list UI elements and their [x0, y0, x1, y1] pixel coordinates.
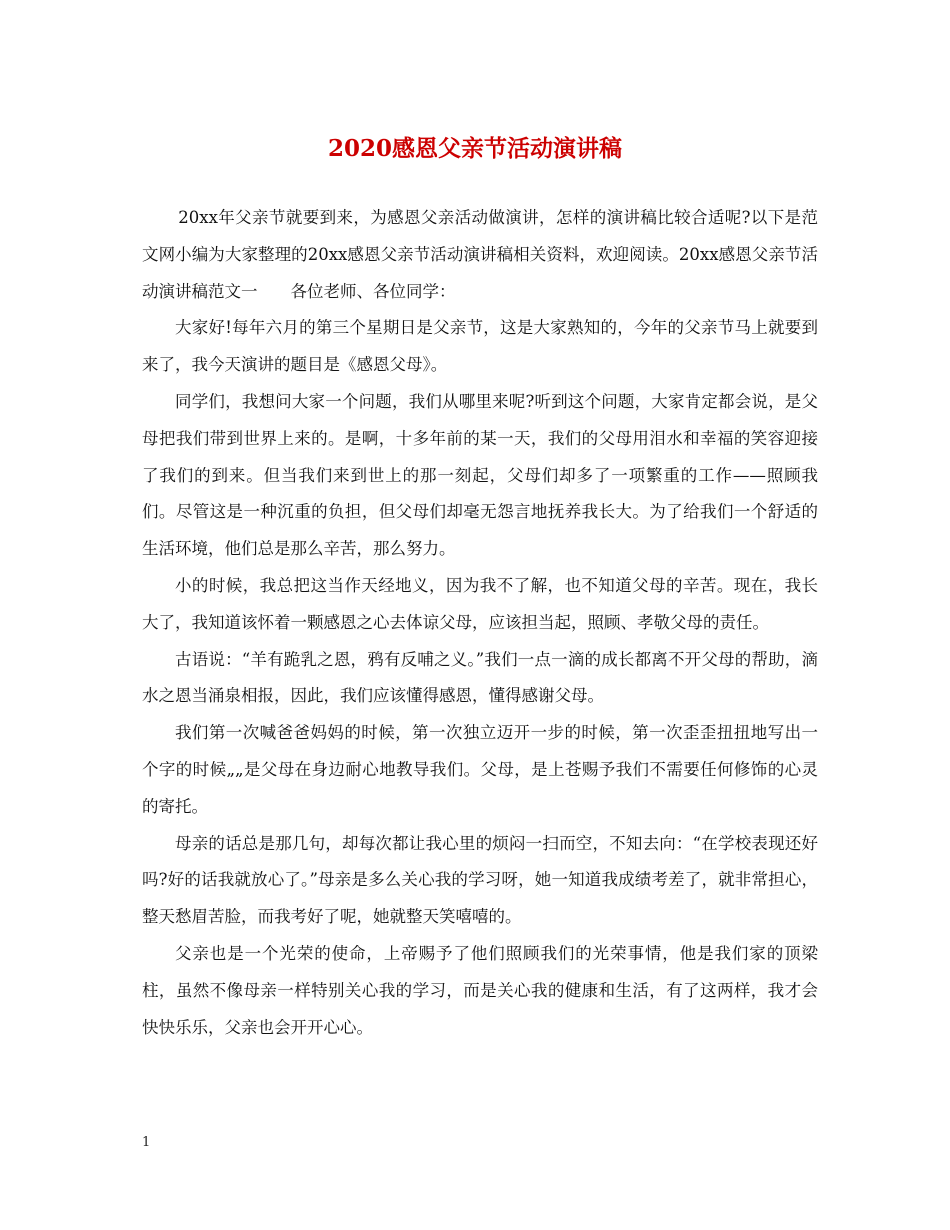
paragraph-father: 父亲也是一个光荣的使命，上帝赐予了他们照顾我们的光荣事情，他是我们家的顶梁柱，虽然不像母亲一样特别关心我的学习，而是关心我的健康和生活，有了这两样，我才会快快乐乐，父亲也会开开心心。 — [142, 943, 818, 1037]
document-title: 2020感恩父亲节活动演讲稿 — [327, 135, 622, 162]
paragraph-greeting: 大家好!每年六月的第三个星期日是父亲节，这是大家熟知的，今年的父亲节马上就要到来了，我今天演讲的题目是《感恩父母》。 — [142, 318, 818, 375]
page-number: 1 — [142, 1135, 151, 1150]
document-body — [142, 200, 818, 1046]
paragraph-proverb: 古语说：“羊有跪乳之恩，鸦有反哺之义。”我们一点一滴的成长都离不开父母的帮助，滴水之恩当涌泉相报，因此，我们应该懂得感恩，懂得感谢父母。 — [142, 649, 818, 706]
paragraph-intro: 20xx年父亲节就要到来，为感恩父亲活动做演讲，怎样的演讲稿比较合适呢?以下是范文网小编为大家整理的20xx感恩父亲节活动演讲稿相关资料，欢迎阅读。20xx感恩父亲节活动演讲稿范文一 各位老师、各位同学： — [142, 208, 818, 301]
paragraph-childhood: 小的时候，我总把这当作天经地义，因为我不了解，也不知道父母的辛苦。现在，我长大了，我知道该怀着一颗感恩之心去体谅父母，应该担当起，照顾、孝敬父母的责任。 — [142, 575, 818, 632]
paragraph-question: 同学们，我想问大家一个问题，我们从哪里来呢?听到这个问题，大家肯定都会说，是父母把我们带到世界上来的。是啊，十多年前的某一天，我们的父母用泪水和幸福的笑容迎接了我们的到来。但当我们来到世上的那一刻起，父母们却多了一项繁重的工作——照顾我们。尽管这是一种沉重的负担，但父母们却毫无怨言地抚养我长大。为了给我们一个舒适的生活环境，他们总是那么辛苦，那么努力。 — [142, 391, 818, 559]
paragraph-mother: 母亲的话总是那几句，却每次都让我心里的烦闷一扫而空，不知去向：“在学校表现还好吗?好的话我就放心了。”母亲是多么关心我的学习呀，她一知道我成绩考差了，就非常担心，整天愁眉苦脸，而我考好了呢，她就整天笑嘻嘻的。 — [142, 833, 818, 927]
paragraph-first-times: 我们第一次喊爸爸妈妈的时候，第一次独立迈开一步的时候，第一次歪歪扭扭地写出一个字的时候„„是父母在身边耐心地教导我们。父母，是上苍赐予我们不需要任何修饰的心灵的寄托。 — [142, 723, 818, 816]
